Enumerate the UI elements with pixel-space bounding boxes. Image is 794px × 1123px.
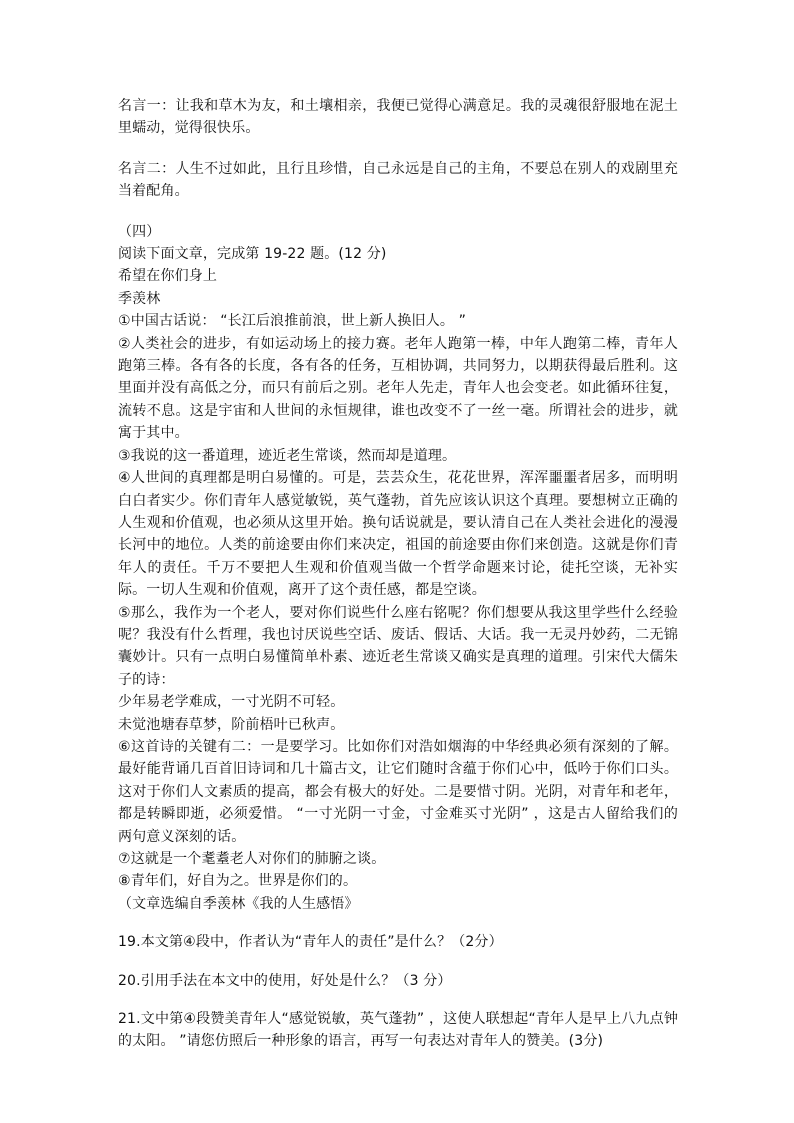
article-title: 希望在你们身上 — [118, 268, 218, 285]
paragraph-7: ⑦这就是一个耄耋老人对你们的肺腑之谈。 — [118, 851, 386, 867]
quote-one: 名言一：让我和草木为友，和土壤相亲，我便已觉得心满意足。我的灵魂很舒服地在泥土里蠕动，觉得很快乐。 — [118, 98, 678, 137]
paragraph-2: ②人类社会的进步，有如运动场上的接力赛。老年人跑第一棒，中年人跑第二棒，青年人跑第三棒。各有各的长度，各有各的任务，互相协调，共同努力，以期获得最后胜利。这里面并没有高低之分，而只有前后之别。老年人先走，青年人也会变老。如此循环往复，流转不息。这是宇宙和人世间的永恒规律，谁也改变不了一丝一毫。所谓社会的进步，就寓于其中。 — [118, 335, 678, 442]
paragraph-5: ⑤那么，我作为一个老人，要对你们说些什么座右铭呢？你们想要从我这里学些什么经验呢？我没有什么哲理，我也讨厌说些空话、废话、假话、大话。我一无灵丹妙药，二无锦囊妙计。只有一点明白易懂简单朴素、迹近老生常谈又确实是真理的道理。引宋代大儒朱子的诗： — [118, 604, 678, 688]
question-21: 21.文中第④段赞美青年人“感觉锐敏，英气蓬勃” ，这使人联想起“青年人是早上八九点钟的太阳。 ”请您仿照后一种形象的语言，再写一句表达对青年人的赞美。(3分) — [118, 1011, 678, 1050]
document-page — [118, 95, 678, 1053]
article-author: 季羡林 — [118, 290, 161, 307]
poem-line-2: 未觉池塘春草梦，阶前梧叶已秋声。 — [118, 716, 345, 733]
section-instruction: 阅读下面文章，完成第 19-22 题。(12 分) — [118, 246, 387, 263]
paragraph-8: ⑧青年们，好自为之。世界是你们的。 — [118, 873, 358, 890]
article-source: （文章选编自季羡林《我的人生感悟》 — [118, 895, 359, 912]
question-19: 19.本文第④段中，作者认为“青年人的责任”是什么？（2分） — [118, 934, 503, 951]
poem-line-1: 少年易老学难成，一寸光阴不可轻。 — [118, 694, 345, 711]
paragraph-6: ⑥这首诗的关键有二：一是要学习。比如你们对浩如烟海的中华经典必须有深刻的了解。最好能背诵几百首旧诗词和几十篇古文，让它们随时含蕴于你们心中，低吟于你们口头。这对于你们人文素质的提高，都会有极大的好处。二是要惜寸阴。光阴，对青年和老年，都是转瞬即逝，必须爱惜。 “一寸光阴一寸金，寸金难买寸光阴” ，这是古人留给我们的两句意义深刻的话。 — [118, 738, 678, 845]
paragraph-3: ③我说的这一番道理，迹近老生常谈，然而却是道理。 — [118, 447, 457, 464]
paragraph-4: ④人世间的真理都是明白易懂的。可是，芸芸众生，花花世界，浑浑噩噩者居多，而明明白白者实少。你们青年人感觉敏锐，英气蓬勃，首先应该认识这个真理。要想树立正确的人生观和价值观，也必须从这里开始。换句话说就是，要认清自己在人类社会进化的漫漫长河中的地位。人类的前途要由你们来决定，祖国的前途要由你们来创造。这就是你们青年人的责任。千万不要把人生观和价值观当做一个哲学命题来讨论，徒托空谈，无补实际。一切人生观和价值观，离开了这个责任感，都是空谈。 — [118, 470, 678, 599]
quote-two: 名言二：人生不过如此，且行且珍惜，自己永远是自己的主角，不要总在别人的戏剧里充当着配角。 — [118, 160, 678, 200]
paragraph-1: ①中国古话说： “长江后浪推前浪，世上新人换旧人。 ” — [118, 313, 467, 330]
section-number: （四） — [118, 223, 161, 240]
question-20: 20.引用手法在本文中的使用，好处是什么？（3 分） — [118, 972, 452, 989]
